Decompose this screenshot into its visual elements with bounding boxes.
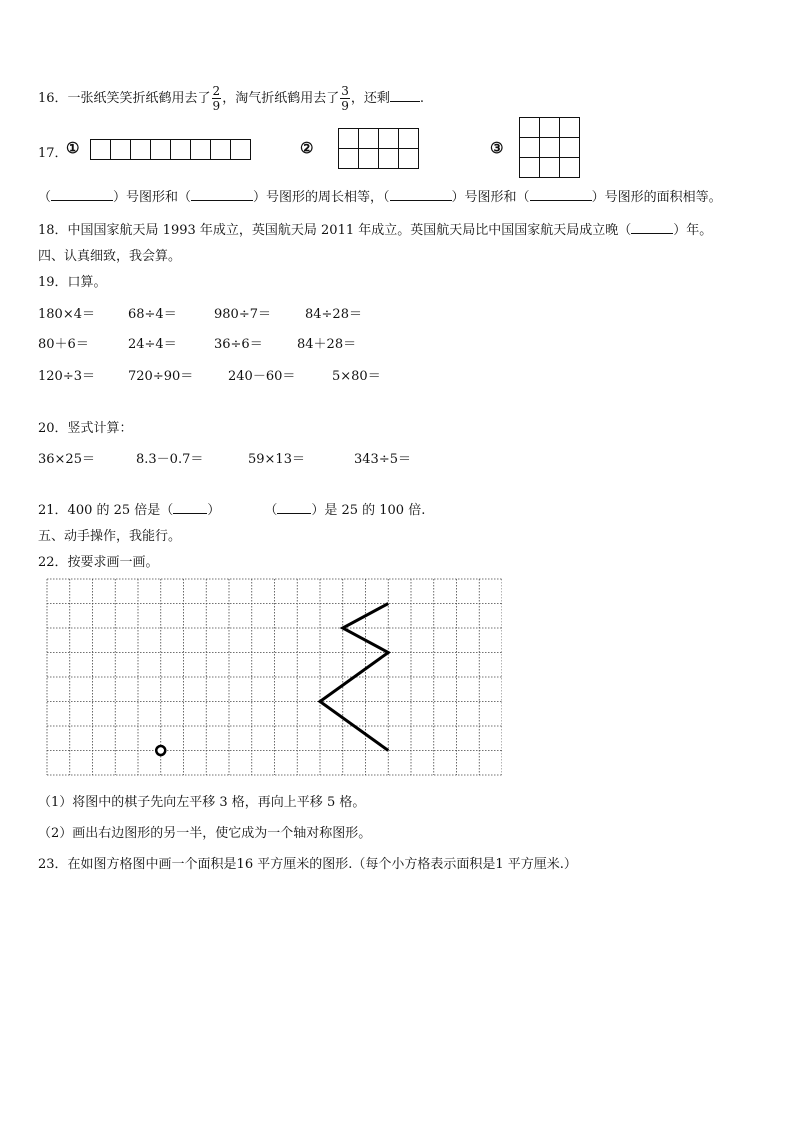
- q17-blank-1[interactable]: [51, 200, 113, 201]
- shape-2-grid: [338, 128, 419, 169]
- calc-item: 80＋6＝: [38, 337, 89, 352]
- q16-middle: ，淘气折纸鹤用去了: [222, 91, 340, 106]
- chess-piece-icon[interactable]: [156, 746, 165, 755]
- question-16: 16．一张纸笑笑折纸鹤用去了 $\frac{2}{9}$ ，淘气折纸鹤用去了 $\frac{3}{9}$ ，还剩 .: [38, 84, 424, 113]
- vertical-calc-item: 8.3－0.7＝: [136, 452, 204, 467]
- q22-instruction-2: （2）画出右边图形的另一半，使它成为一个轴对称图形。: [38, 826, 372, 841]
- calc-item: 68÷4＝: [128, 307, 177, 322]
- shape-label-2: ②: [300, 139, 314, 157]
- q17-blank-4[interactable]: [530, 200, 592, 201]
- section-4-heading: 四、认真细致，我会算。: [38, 249, 182, 264]
- q22-square-grid[interactable]: [46, 578, 502, 776]
- q21-blank-1[interactable]: [173, 513, 207, 514]
- q19-title: 19．口算。: [38, 275, 107, 290]
- calc-item: 84÷28＝: [305, 307, 362, 322]
- q17-number: 17．: [38, 146, 68, 161]
- question-21: 21．400 的 25 倍是（ ） （ ）是 25 的 100 倍.: [38, 503, 426, 518]
- q16-suffix: ，还剩: [350, 91, 390, 106]
- question-23: 23．在如图方格图中画一个面积是16 平方厘米的图形.（每个小方格表示面积是1 平方厘米.）: [38, 857, 577, 872]
- calc-item: 980÷7＝: [214, 307, 271, 322]
- calc-item: 24÷4＝: [128, 337, 177, 352]
- q17-blank-3[interactable]: [390, 200, 452, 201]
- calc-item: 120÷3＝: [38, 369, 95, 384]
- calc-item: 240－60＝: [228, 369, 296, 384]
- question-18: 18．中国国家航天局 1993 年成立，英国航天局 2011 年成立。英国航天局比中国国家航天局成立晚（ ）年。: [38, 223, 713, 238]
- shape-label-1: ①: [66, 139, 80, 157]
- vertical-calc-item: 36×25＝: [38, 452, 95, 467]
- shape-1-grid: [90, 139, 251, 160]
- q21-blank-2[interactable]: [277, 513, 311, 514]
- vertical-calc-item: 59×13＝: [248, 452, 305, 467]
- q18-answer-blank[interactable]: [631, 233, 673, 234]
- q22-instruction-1: （1）将图中的棋子先向左平移 3 格，再向上平移 5 格。: [38, 795, 366, 810]
- calc-item: 180×4＝: [38, 307, 95, 322]
- calc-item: 36÷6＝: [214, 337, 263, 352]
- fraction-2-9: $\frac{2}{9}$: [212, 84, 221, 113]
- section-5-heading: 五、动手操作，我能行。: [38, 529, 182, 544]
- fraction-3-9: $\frac{3}{9}$: [341, 84, 349, 113]
- q20-title: 20．竖式计算：: [38, 421, 133, 436]
- q17-blank-2[interactable]: [191, 200, 253, 201]
- calc-item: 5×80＝: [332, 369, 381, 384]
- shape-3-grid: [519, 117, 580, 178]
- calc-item: 720÷90＝: [128, 369, 194, 384]
- q16-prefix: 16．一张纸笑笑折纸鹤用去了: [38, 91, 211, 106]
- calc-item: 84＋28＝: [297, 337, 357, 352]
- q16-answer-blank[interactable]: [390, 101, 420, 102]
- q22-title: 22．按要求画一画。: [38, 555, 159, 570]
- vertical-calc-item: 343÷5＝: [354, 452, 411, 467]
- shape-label-3: ③: [490, 139, 504, 157]
- q17-answer-line: （ ）号图形和（ ）号图形的周长相等，（ ）号图形和（ ）号图形的面积相等。: [38, 190, 722, 205]
